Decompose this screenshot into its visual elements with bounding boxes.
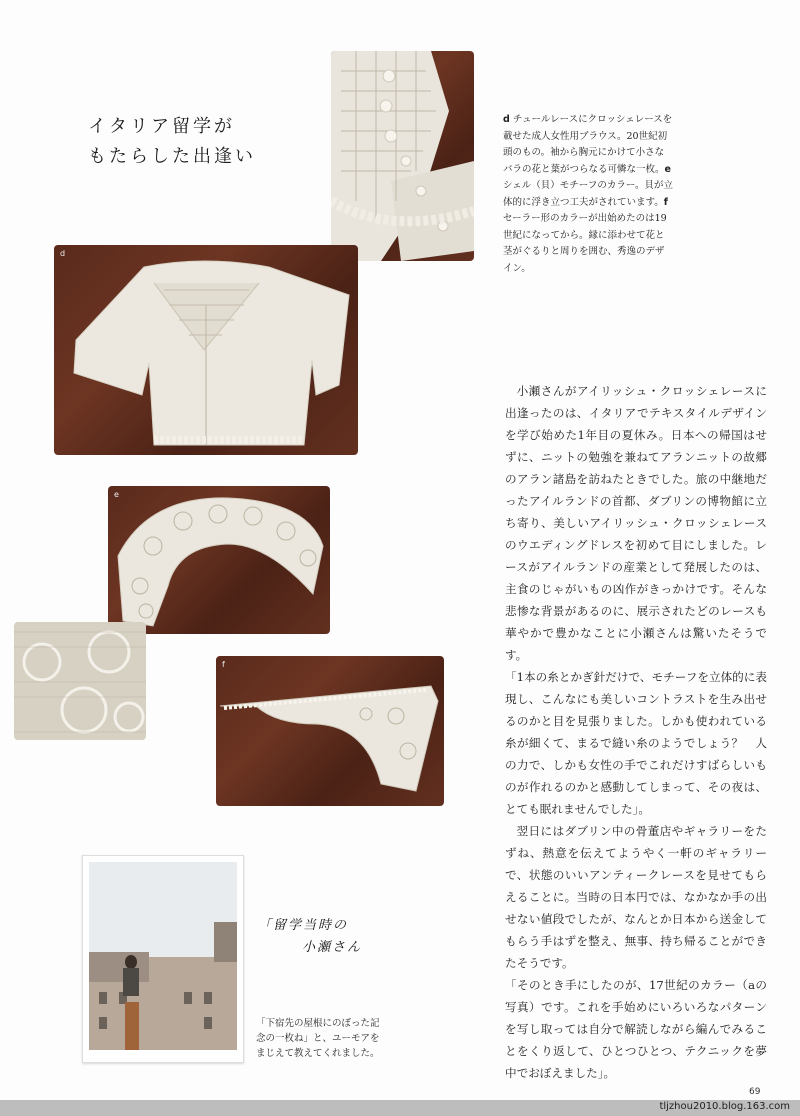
handwritten-note — [258, 915, 362, 959]
photo-e-shell-collar — [108, 486, 330, 634]
photo-blouse-detail — [331, 51, 474, 261]
photo-e-label: e — [114, 490, 119, 499]
photo-d-blouse — [54, 245, 358, 455]
shell-collar-image — [108, 486, 330, 634]
caption-f-letter: f — [663, 196, 668, 208]
article-body — [505, 380, 767, 1084]
snapshot-photo — [82, 855, 244, 1063]
blouse-image — [54, 245, 358, 455]
blouse-detail-image — [331, 51, 474, 261]
handwritten-line-2: 小瀬さん — [302, 940, 363, 955]
photo-captions — [503, 112, 673, 277]
body-paragraph-2: 「1本の糸とかぎ針だけで、モチーフを立体的に表現し、こんなにも美しいコントラストを生み出せるのかと目を見張りました。しかも使われている糸が細くて、まるで縫い糸のようでしょう？ 人の力で、しかも女性の手でこれだけすばらしいものが作れるのかと感動してしまって、その夜は、とても眠れませんでした」。 — [505, 670, 767, 816]
sailor-collar-image — [216, 656, 444, 806]
heading-line-1: イタリア留学が — [88, 116, 235, 137]
lace-closeup-image — [14, 622, 146, 740]
photo-lace-closeup — [14, 622, 146, 740]
body-paragraph-1: 小瀬さんがアイリッシュ・クロッシェレースに出逢ったのは、イタリアでテキスタイルデザインを学び始めた1年目の夏休み。日本への帰国はせずに、ニットの勉強を兼ねてアランニットの故郷のアラン諸島を訪ねたときでした。旅の中継地だったアイルランドの首都、ダブリンの博物館に立ち寄り、美しいアイリッシュ・クロッシェレースのウエディングドレスを初めて目にしました。レースがアイルランドの産業として発展したのは、主食のじゃがいもの凶作がきっかけです。そんな悲惨な背景があるのに、展示されたどのレースも華やかで豊かなことに小瀬さんは驚いたそうです。 — [505, 384, 767, 662]
page-heading — [88, 112, 256, 172]
photo-f-label: f — [222, 660, 225, 669]
footer-bar — [0, 1100, 800, 1116]
caption-f-text: セーラー形のカラーが出始めたのは19世紀になってから。縁に添わせて花と茎がぐるりと周りを囲む、秀逸のデザイン。 — [503, 213, 667, 274]
page-number: 69 — [749, 1087, 761, 1097]
heading-line-2: もたらした出逢い — [88, 146, 256, 167]
caption-d-letter: d — [503, 114, 510, 125]
footer-url: tljzhou2010.blog.163.com — [659, 1101, 790, 1112]
body-paragraph-4: 「そのとき手にしたのが、17世紀のカラー（aの写真）です。これを手始めにいろいろなパターンを写し取っては自分で解読しながら編んでみることをくり返して、ひとつひとつ、テクニックを夢中でおぼえました」。 — [505, 978, 767, 1080]
caption-e-text: シェル（貝）モチーフのカラー。貝が立体的に浮き立つ工夫がされています。 — [503, 180, 673, 208]
caption-e-letter: e — [664, 163, 671, 175]
body-paragraph-3: 翌日にはダブリン中の骨董店やギャラリーをたずね、熱意を伝えてようやく一軒のギャラリーで、状態のいいアンティークレースを見せてもらえることに。当時の日本円では、なかなか手の出せない値段でしたが、なんとか日本から送金してもらう手はずを整え、無事、持ち帰ることができたそうです。 — [505, 824, 767, 970]
snapshot-caption: 「下宿先の屋根にのぼった記念の一枚ね」と、ユーモアをまじえて教えてくれました。 — [256, 1018, 380, 1059]
photo-f-sailor-collar — [216, 656, 444, 806]
caption-d-text: チュールレースにクロッシェレースを載せた成人女性用ブラウス。20世紀初頭のもの。袖から胸元にかけて小さなバラの花と葉がつらなる可憐な一枚。 — [503, 114, 673, 175]
rooftop-image — [89, 862, 237, 1050]
photo-d-label: d — [60, 249, 66, 258]
handwritten-line-1: 「留学当時の — [258, 918, 349, 933]
